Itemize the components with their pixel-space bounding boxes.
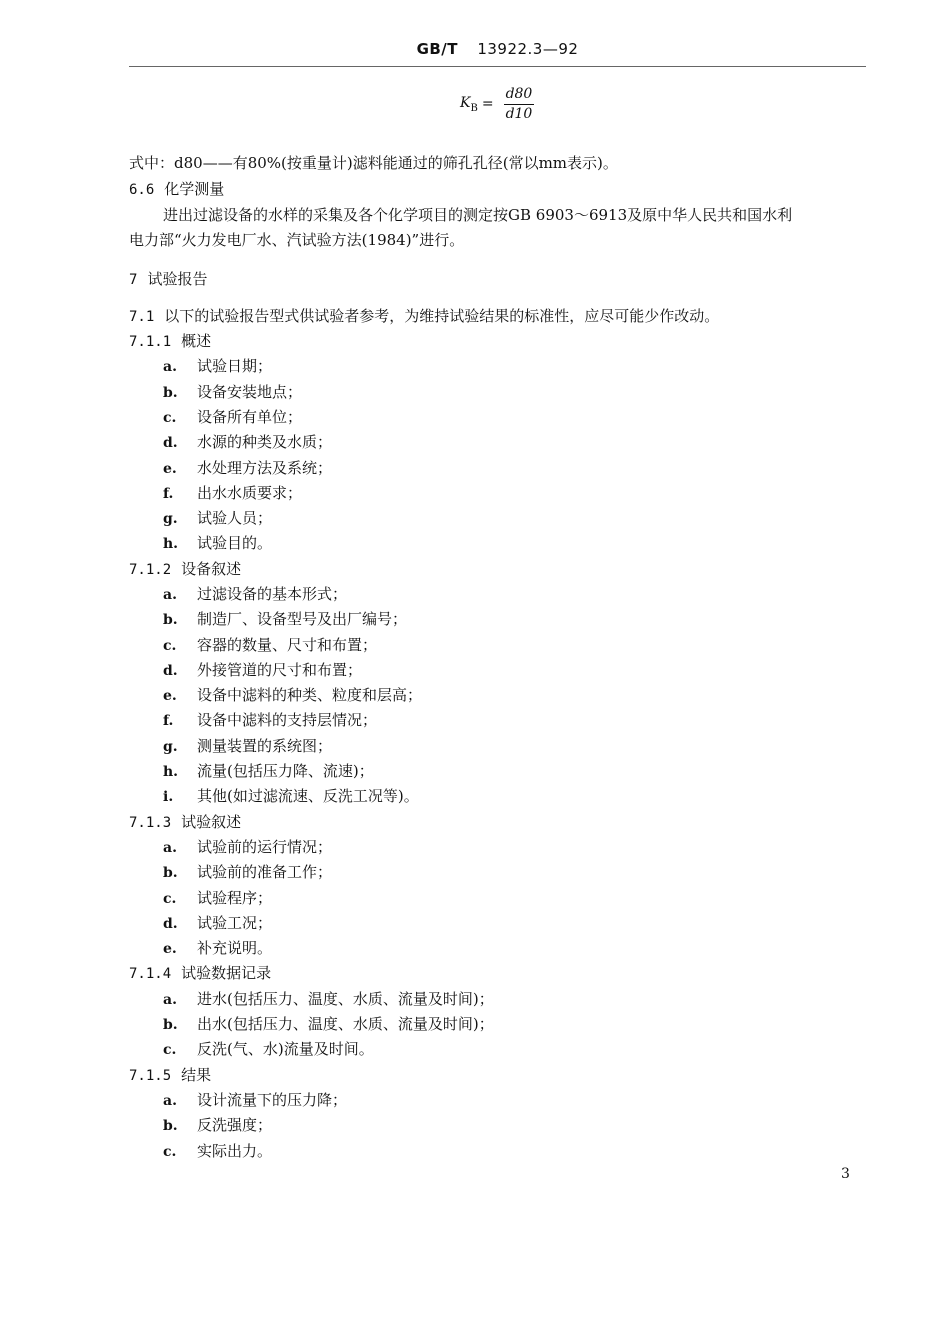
list-item-letter: h.: [163, 536, 179, 552]
list-item-letter: a.: [163, 840, 177, 856]
list-item-letter: a.: [163, 587, 177, 603]
list-item-text: 补充说明。: [197, 939, 273, 957]
header-rule: [129, 66, 866, 67]
section-6-6-para-1: 进出过滤设备的水样的采集及各个化学项目的测定按GB 6903～6913及原中华人民共和国水利: [163, 206, 793, 224]
page-header: [129, 40, 866, 58]
list-item: [163, 584, 347, 605]
formula-numerator: d80: [504, 86, 535, 105]
list-item: [163, 483, 302, 504]
list-item-text: 过滤设备的基本形式；: [197, 585, 348, 603]
section-7-heading: 7 试验报告: [129, 270, 208, 288]
list-item-letter: e.: [163, 688, 177, 704]
list-item-letter: g.: [163, 739, 178, 755]
list-item-text: 出水水质要求；: [197, 484, 303, 502]
list-item-letter: i.: [163, 789, 174, 805]
list-item-text: 试验工况；: [197, 914, 273, 932]
list-item-text: 设备所有单位；: [197, 408, 303, 426]
list-item-letter: d.: [163, 663, 178, 679]
list-item-letter: h.: [163, 764, 179, 780]
section-6-6-para-2: 电力部“火力发电厂水、汽试验方法(1984)”进行。: [129, 231, 465, 249]
list-item-letter: d.: [163, 435, 178, 451]
list-item: [163, 382, 302, 403]
list-item-letter: a.: [163, 1093, 177, 1109]
list-item-text: 测量装置的系统图；: [197, 737, 333, 755]
list-item-letter: b.: [163, 1017, 178, 1033]
list-item-letter: f.: [163, 486, 174, 502]
list-item-letter: b.: [163, 1118, 178, 1134]
list-item-text: 容器的数量、尺寸和布置；: [197, 636, 378, 654]
list-item: [163, 736, 332, 757]
list-item-letter: c.: [163, 410, 177, 426]
list-item-text: 设计流量下的压力降；: [197, 1091, 348, 1109]
list-item: [163, 508, 272, 529]
list-item: [163, 432, 332, 453]
list-item-text: 试验前的运行情况；: [197, 838, 333, 856]
list-item: [163, 407, 302, 428]
list-item-letter: b.: [163, 865, 178, 881]
list-item-letter: c.: [163, 638, 177, 654]
list-item-text: 实际出力。: [197, 1142, 273, 1160]
subsection-heading: 7.1.1 概述: [129, 332, 212, 350]
subsection-heading: 7.1.4 试验数据记录: [129, 964, 272, 982]
list-item: [163, 1141, 272, 1162]
list-item-letter: f.: [163, 713, 174, 729]
section-6-6-heading: 6.6 化学测量: [129, 180, 225, 198]
standard-number: 13922.3—92: [477, 40, 579, 58]
list-item-text: 制造厂、设备型号及出厂编号；: [197, 610, 408, 628]
list-item-letter: c.: [163, 1144, 177, 1160]
list-item: [163, 1039, 374, 1060]
formula-equals: =: [481, 96, 494, 112]
list-item-text: 水处理方法及系统；: [197, 459, 333, 477]
list-item-text: 设备中滤料的种类、粒度和层高；: [197, 686, 423, 704]
list-item-letter: e.: [163, 941, 177, 957]
list-item-text: 反洗(气、水)流量及时间。: [197, 1040, 374, 1058]
list-item-text: 反洗强度；: [197, 1116, 273, 1134]
list-item-text: 设备中滤料的支持层情况；: [197, 711, 378, 729]
list-item: [163, 1115, 272, 1136]
list-item: [163, 862, 332, 883]
list-item: [163, 356, 272, 377]
list-item: [163, 1090, 347, 1111]
list-item: [163, 635, 377, 656]
section-7-1: 7.1 以下的试验报告型式供试验者参考，为维持试验结果的标准性，应尽可能少作改动。: [129, 307, 720, 325]
list-item: [163, 660, 362, 681]
list-item-letter: b.: [163, 612, 178, 628]
list-item-letter: g.: [163, 511, 178, 527]
list-item: [163, 685, 422, 706]
list-item-text: 流量(包括压力降、流速)；: [197, 762, 374, 780]
list-item: [163, 761, 374, 782]
list-item-letter: d.: [163, 916, 178, 932]
kb-formula: [460, 84, 534, 124]
list-item-text: 试验目的。: [197, 534, 273, 552]
list-item: [163, 609, 407, 630]
list-item-text: 试验日期；: [197, 357, 273, 375]
page-number: 3: [841, 1166, 850, 1182]
list-item: [163, 913, 272, 934]
list-item-text: 出水(包括压力、温度、水质、流量及时间)；: [197, 1015, 494, 1033]
list-item: [163, 458, 332, 479]
formula-fraction: [504, 86, 535, 123]
subsection-heading: 7.1.2 设备叙述: [129, 560, 242, 578]
list-item-text: 设备安装地点；: [197, 383, 303, 401]
list-item-letter: c.: [163, 1042, 177, 1058]
list-item-text: 外接管道的尺寸和布置；: [197, 661, 363, 679]
list-item: [163, 786, 419, 807]
formula-lhs: $K_B$: [460, 94, 478, 114]
list-item: [163, 1014, 494, 1035]
list-item: [163, 888, 272, 909]
list-item-text: 试验前的准备工作；: [197, 863, 333, 881]
list-item: [163, 938, 272, 959]
list-item-letter: c.: [163, 891, 177, 907]
list-item-text: 水源的种类及水质；: [197, 433, 333, 451]
list-item-letter: a.: [163, 359, 177, 375]
list-item-letter: b.: [163, 385, 178, 401]
list-item: [163, 533, 272, 554]
list-item: [163, 837, 332, 858]
subsection-heading: 7.1.3 试验叙述: [129, 813, 242, 831]
list-item-text: 其他(如过滤流速、反洗工况等)。: [197, 787, 419, 805]
list-item-text: 进水(包括压力、温度、水质、流量及时间)；: [197, 990, 494, 1008]
subsection-heading: 7.1.5 结果: [129, 1066, 212, 1084]
list-item-letter: e.: [163, 461, 177, 477]
list-item-text: 试验人员；: [197, 509, 273, 527]
list-item: [163, 989, 494, 1010]
standard-code: GB/T: [416, 40, 459, 58]
list-item-letter: a.: [163, 992, 177, 1008]
list-item-text: 试验程序；: [197, 889, 273, 907]
list-item: [163, 710, 377, 731]
formula-denominator: d10: [505, 105, 533, 122]
definition-line: 式中：d80——有80%(按重量计)滤料能通过的筛孔孔径(常以mm表示)。: [129, 154, 618, 172]
